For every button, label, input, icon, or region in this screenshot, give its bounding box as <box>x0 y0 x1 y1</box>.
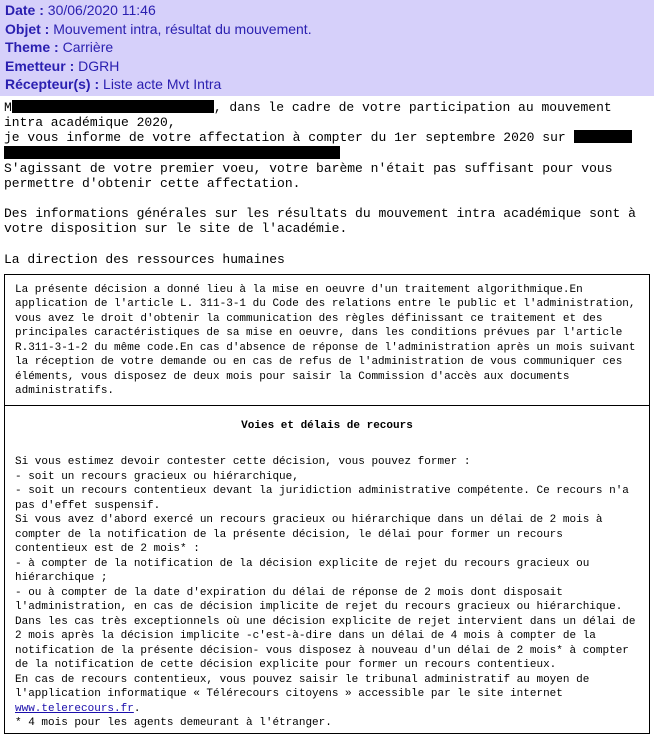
recours-line: - soit un recours contentieux devant la juridiction administrative compétente. Ce recours n'a pas d'effet suspensif. <box>15 485 629 512</box>
redacted-affectation <box>4 146 340 159</box>
objet-line <box>5 20 649 39</box>
recours-line: Si vous avez d'abord exercé un recours gracieux ou hiérarchique dans un délai de 2 mois à compter de la notification de la présente décision, le délai pour former un recours contentieux est de 2 mois* : <box>15 514 603 556</box>
recours-line: Si vous estimez devoir contester cette décision, vous pouvez former : <box>15 456 471 469</box>
date-label: Date : <box>5 2 44 18</box>
theme-value: Carrière <box>62 39 114 56</box>
algorithm-notice: La présente décision a donné lieu à la mise en oeuvre d'un traitement algorithmique.En application de l'article L. 311-3-1 du Code des relations entre le public et l'administration, vous avez le droit d'obtenir la communication des règles définissant ce traitement et des principales caractéristiques de sa mise en oeuvre, dans les conditions prévues par l'article R.311-3-1-2 du même code.En cas d'absence de réponse de l'administration après un mois suivant la réception de votre demande ou en cas de refus de l'administration de vous communiquer ces éléments, vous disposez de deux mois pour saisir la Commission d'accès aux documents administratifs. <box>15 283 636 398</box>
objet-label: Objet : <box>5 20 50 37</box>
emetteur-label: Emetteur : <box>5 57 75 74</box>
recours-line: En cas de recours contentieux, vous pouvez saisir le tribunal administratif au moyen de l'application informatique « Télérecours citoyens » accessible par le site internet <box>15 673 590 701</box>
recepteur-label: Récepteur(s) : <box>5 76 100 93</box>
recours-line: - à compter de la notification de la décision explicite de rejet du recours gracieux ou hiérarchique ; <box>15 557 590 585</box>
signature: La direction des ressources humaines <box>4 251 285 267</box>
emetteur-value: DGRH <box>78 57 120 74</box>
date-value: 30/06/2020 11:46 <box>47 2 156 18</box>
message-line-1-text: , dans le cadre de votre participation au mouvement <box>213 99 612 115</box>
theme-label: Theme : <box>5 39 59 56</box>
telerecours-line <box>15 702 639 717</box>
emetteur-line <box>5 57 649 76</box>
message-header <box>0 0 654 96</box>
message-line-4 <box>4 146 650 161</box>
message-body <box>0 96 650 267</box>
message-paragraph-3: Des informations générales sur les résultats du mouvement intra académique sont à votre disposition sur le site de l'académie. <box>4 206 636 237</box>
theme-line <box>5 38 649 57</box>
message-paragraph-2: S'agissant de votre premier voeu, votre barème n'était pas suffisant pour vous permettre d'obtenir cette affectation. <box>4 160 613 191</box>
message-line-2: intra académique 2020, <box>4 115 176 131</box>
message-line-1 <box>4 100 650 115</box>
objet-value: Mouvement intra, résultat du mouvement. <box>53 20 312 37</box>
message-line-3 <box>4 130 650 145</box>
redacted-name <box>12 100 214 113</box>
recours-section <box>5 406 649 733</box>
message-line-3-text: je vous informe de votre affectation à compter du 1er septembre 2020 sur <box>4 130 566 146</box>
recours-line: - ou à compter de la date d'expiration du délai de réponse de 2 mois dont disposait l'administration, en cas de décision implicite de rejet du recours gracieux ou hiérarchique. <box>15 586 623 614</box>
redacted-school <box>574 130 632 143</box>
link-suffix: . <box>133 702 141 715</box>
recours-line: - soit un recours gracieux ou hiérarchique, <box>15 470 299 483</box>
footnote: * 4 mois pour les agents demeurant à l'étranger. <box>15 717 332 730</box>
salutation: M <box>4 99 12 115</box>
recepteur-value: Liste acte Mvt Intra <box>103 76 222 93</box>
recours-line: Dans les cas très exceptionnels où une décision explicite de rejet intervient dans un délai de 2 mois après la décision implicite -c'est-à-dire dans un délai de 4 mois à compter de la notification de la présente décision- vous disposez à nouveau d'un délai de 2 mois* à compter de la notification de cette décision explicite pour former un recours contentieux. <box>15 615 636 672</box>
telerecours-link[interactable]: www.telerecours.fr <box>15 702 134 715</box>
date-line <box>5 1 649 20</box>
legal-notice-box <box>4 274 650 734</box>
recepteur-line <box>5 75 649 94</box>
recours-title: Voies et délais de recours <box>241 419 413 432</box>
